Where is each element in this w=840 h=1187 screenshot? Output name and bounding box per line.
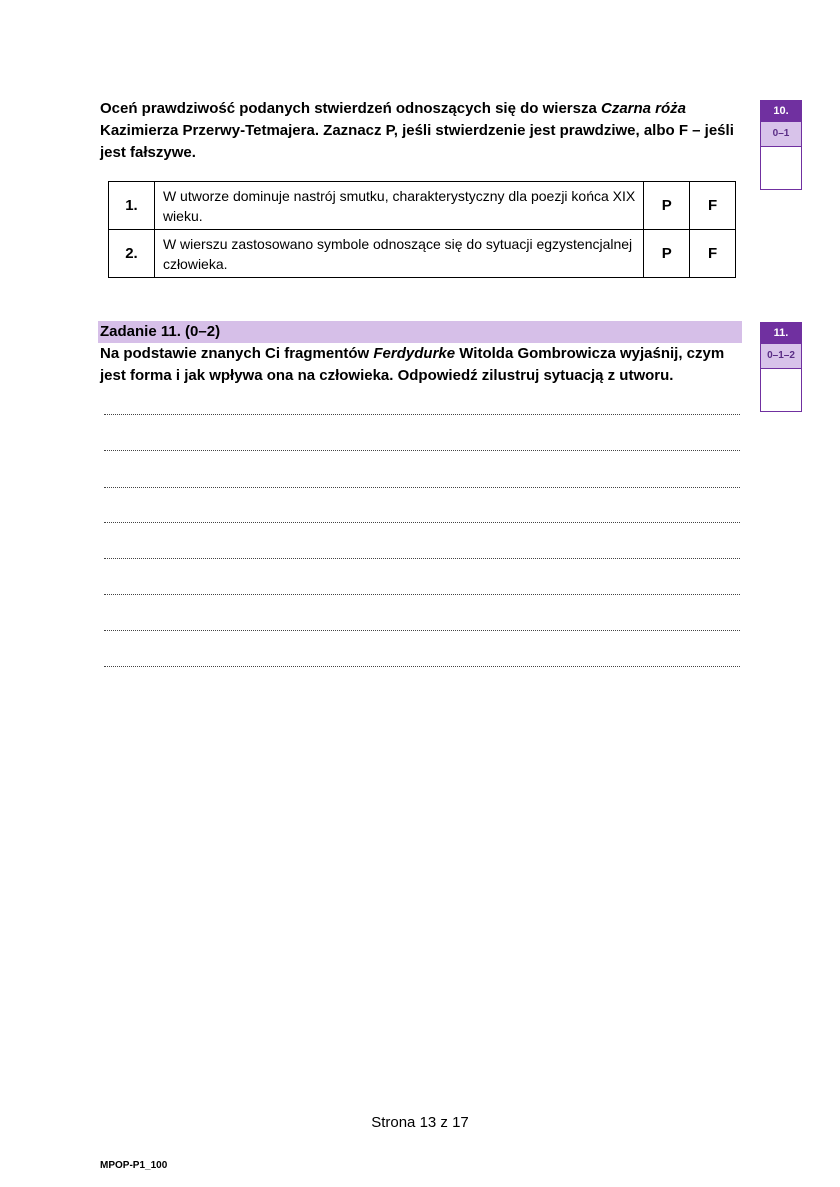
statement-text: W utworze dominuje nastrój smutku, charakterystyczny dla poezji końca XIX wieku. [154, 182, 643, 230]
false-option[interactable]: F [690, 182, 736, 230]
task10-intro-text-2: Kazimierza Przerwy-Tetmajera. Zaznacz P, jeśli stwierdzenie jest prawdziwe, albo F – jeśli jest fałszywe. [100, 122, 734, 161]
statement-number: 2. [109, 230, 155, 278]
answer-line[interactable] [104, 522, 740, 523]
score-box-number: 11. [761, 323, 801, 343]
answer-line[interactable] [104, 630, 740, 631]
task10-instruction [100, 98, 740, 164]
score-box-task10 [760, 100, 802, 190]
table-row [109, 182, 736, 230]
answer-line[interactable] [104, 414, 740, 415]
true-false-table [108, 181, 736, 278]
score-box-task11 [760, 322, 802, 412]
exam-code: MPOP-P1_100 [100, 1160, 168, 1171]
score-box-points: 0–1–2 [761, 343, 801, 369]
statement-text: W wierszu zastosowano symbole odnoszące się do sytuacji egzystencjalnej człowieka. [154, 230, 643, 278]
table-row [109, 230, 736, 278]
true-option[interactable]: P [644, 230, 690, 278]
answer-line[interactable] [104, 487, 740, 488]
page-number: Strona 13 z 17 [371, 1114, 469, 1131]
false-option[interactable]: F [690, 230, 736, 278]
statement-number: 1. [109, 182, 155, 230]
score-box-blank [761, 147, 801, 189]
task11-instruction [100, 343, 750, 387]
novel-title: Ferdydurke [373, 345, 456, 362]
score-box-number: 10. [761, 101, 801, 121]
poem-title: Czarna róża [600, 100, 687, 117]
task10-intro-text-1: Oceń prawdziwość podanych stwierdzeń odnoszących się do wiersza [100, 100, 601, 117]
task11-prompt-text-1: Na podstawie znanych Ci fragmentów [100, 345, 374, 362]
task11-prompt-text-2: Witolda Gombrowicza wyjaśnij, czym jest forma i jak wpływa ona na człowieka. Odpowiedź zilustruj sytuacją z utworu. [100, 345, 725, 384]
task11-header: Zadanie 11. (0–2) [98, 321, 742, 343]
true-option[interactable]: P [644, 182, 690, 230]
score-box-points: 0–1 [761, 121, 801, 147]
answer-line[interactable] [104, 450, 740, 451]
score-box-blank [761, 369, 801, 411]
answer-line[interactable] [104, 558, 740, 559]
answer-line[interactable] [104, 666, 740, 667]
answer-line[interactable] [104, 594, 740, 595]
